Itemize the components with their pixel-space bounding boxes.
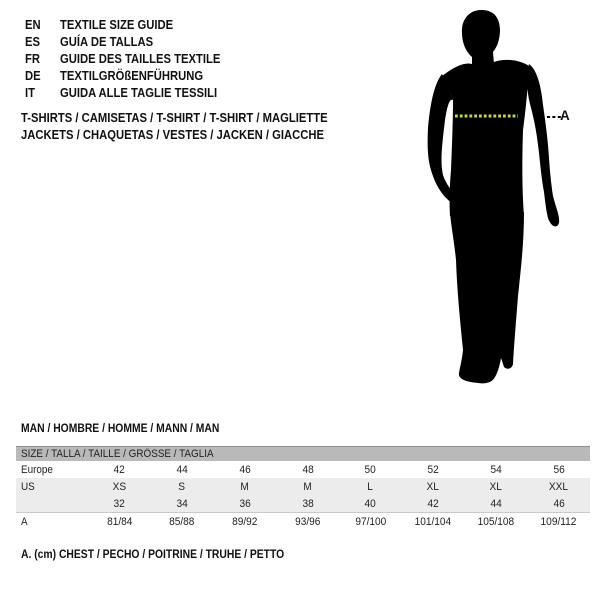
table-cell: S	[178, 480, 186, 493]
man-silhouette	[410, 0, 600, 400]
table-cell: 46	[239, 463, 251, 476]
category-line-tshirts: T-SHIRTS / CAMISETAS / T-SHIRT / T-SHIRT / MAGLIETTE	[21, 110, 328, 125]
language-code: IT	[25, 85, 35, 100]
size-table-header: SIZE / TALLA / TAILLE / GRÖSSE / TAGLIA	[16, 446, 590, 461]
language-code: FR	[25, 51, 41, 66]
silhouette-torso	[442, 60, 529, 216]
language-row	[25, 50, 238, 67]
row-label: Europe	[21, 463, 53, 476]
row-label	[16, 498, 88, 510]
table-cell: 44	[490, 497, 502, 510]
table-cell: XS	[112, 480, 127, 493]
table-row-chest-a	[16, 512, 590, 530]
language-label: TEXTILGRÖßENFÜHRUNG	[60, 68, 204, 83]
table-cell: 42	[113, 463, 126, 476]
table-cell: 50	[364, 463, 377, 476]
language-row	[25, 33, 238, 50]
table-cell: 34	[176, 497, 188, 510]
measure-label-a: A	[560, 108, 570, 123]
silhouette-head	[462, 10, 500, 66]
language-list	[25, 16, 238, 101]
table-cell: 93/96	[294, 515, 321, 528]
row-label: A	[21, 515, 28, 528]
silhouette-legs	[450, 212, 524, 383]
language-label: GUIDA ALLE TAGLIE TESSILI	[60, 85, 218, 100]
table-cell: 54	[490, 463, 502, 476]
table-cell: 97/100	[354, 515, 386, 528]
language-code: ES	[25, 34, 41, 49]
table-row-europe	[16, 461, 590, 478]
table-cell: 44	[176, 463, 188, 476]
table-cell: 105/108	[477, 515, 515, 528]
table-cell: 36	[239, 497, 251, 510]
table-cell: 85/88	[169, 515, 195, 528]
table-cell: 56	[552, 463, 565, 476]
table-cell: 38	[301, 497, 314, 510]
table-row-numeric	[16, 495, 590, 512]
language-label: GUÍA DE TALLAS	[60, 34, 154, 49]
language-row	[25, 16, 238, 33]
category-line-jackets: JACKETS / CHAQUETAS / VESTES / JACKEN / GIACCHE	[21, 127, 324, 142]
table-row-us	[16, 478, 590, 495]
table-cell: 89/92	[232, 515, 258, 528]
silhouette-right-arm	[527, 64, 559, 226]
language-row	[25, 84, 238, 101]
table-cell: 32	[113, 497, 126, 510]
table-cell: 81/84	[106, 515, 133, 528]
table-cell: 109/112	[540, 515, 577, 528]
language-row	[25, 67, 238, 84]
size-table	[16, 446, 590, 530]
category-list	[21, 109, 362, 143]
table-cell: 52	[427, 463, 439, 476]
language-code: DE	[25, 68, 41, 83]
table-cell: XXL	[549, 480, 569, 493]
table-cell: M	[303, 480, 312, 493]
footnote-chest: A. (cm) CHEST / PECHO / POITRINE / TRUHE / PETTO	[21, 549, 285, 561]
language-label: GUIDE DES TAILLES TEXTILE	[60, 51, 221, 66]
row-label: US	[21, 480, 35, 493]
table-cell: 46	[552, 497, 565, 510]
table-cell: 40	[364, 497, 377, 510]
section-title-man: MAN / HOMBRE / HOMME / MANN / MAN	[21, 423, 220, 435]
table-cell: 48	[301, 463, 314, 476]
table-cell: 101/104	[414, 515, 452, 528]
table-cell: M	[240, 480, 250, 493]
table-cell: XL	[426, 480, 440, 493]
language-code: EN	[25, 17, 41, 32]
language-label: TEXTILE SIZE GUIDE	[60, 17, 174, 32]
table-cell: L	[367, 480, 374, 493]
table-cell: XL	[489, 480, 503, 493]
table-cell: 42	[427, 497, 439, 510]
